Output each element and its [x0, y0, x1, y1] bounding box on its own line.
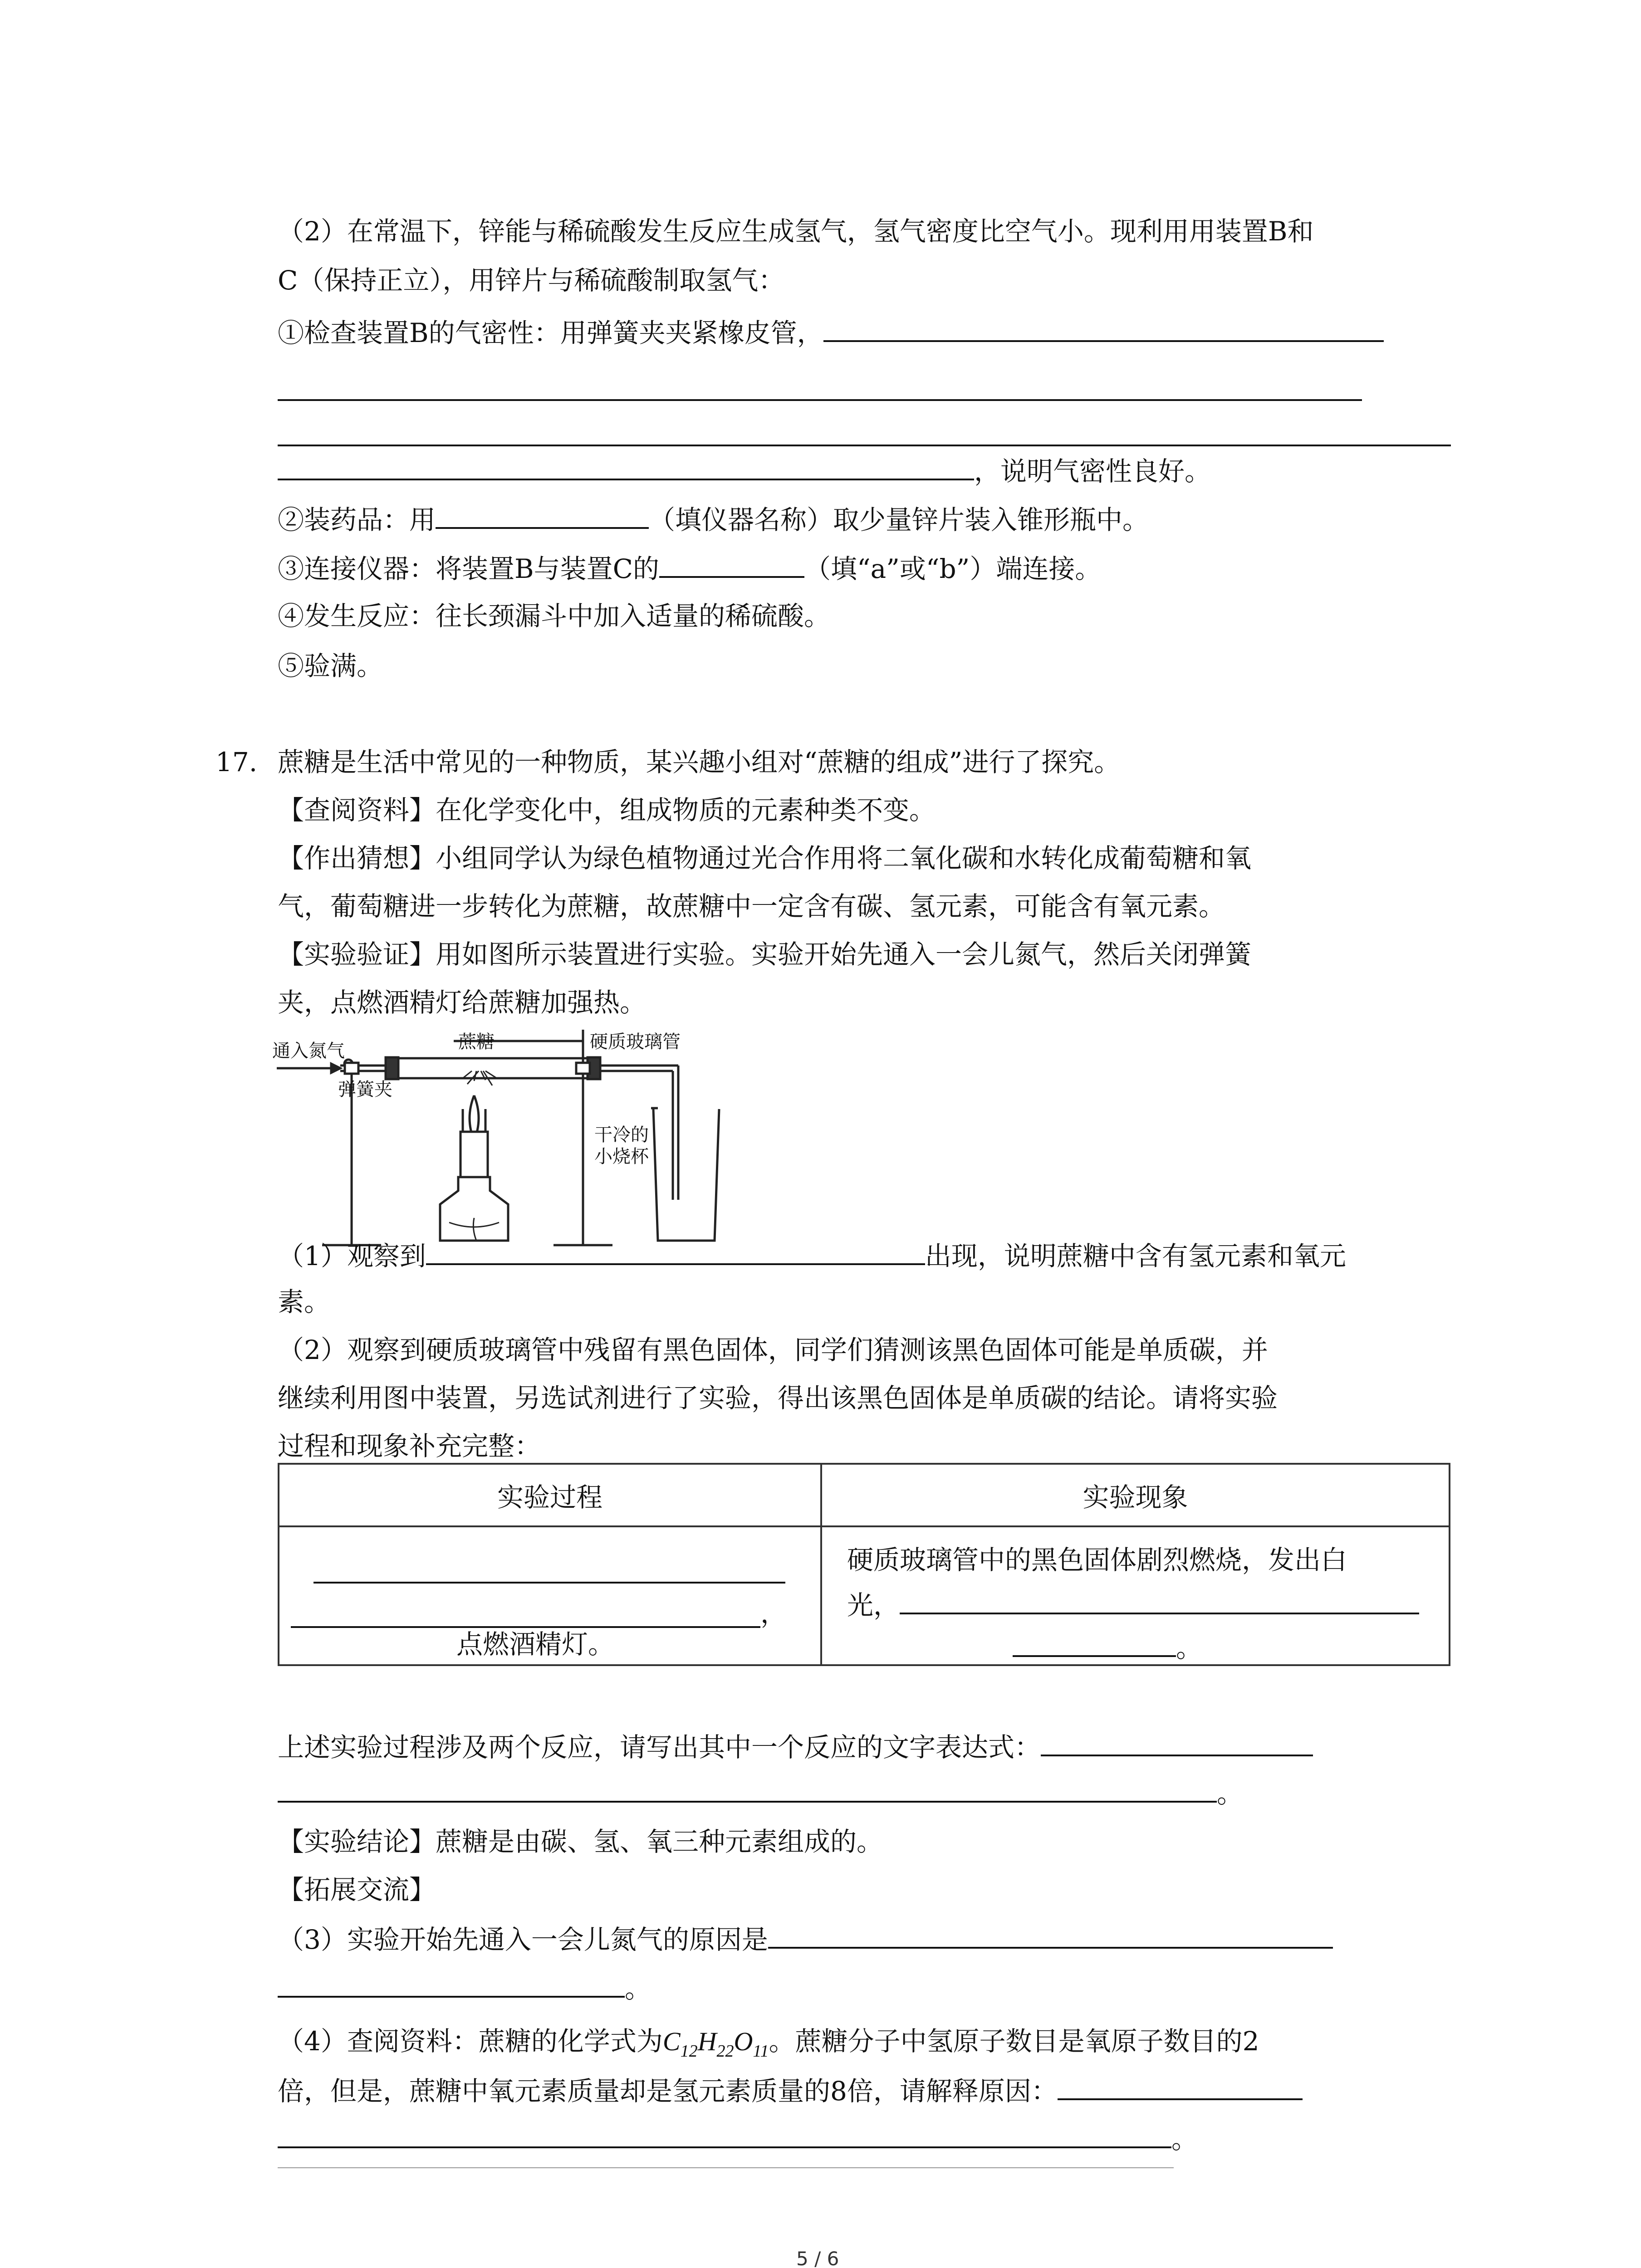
table-cell-process: [279, 1526, 821, 1665]
formula-c: C: [662, 2027, 681, 2056]
q17-p4-cont: [278, 2119, 1198, 2157]
q17-p1: [278, 1236, 1346, 1274]
q17-p4-blank-1[interactable]: [1058, 2071, 1303, 2100]
phenomenon-end: 。: [1176, 1633, 1203, 1663]
q16-step1-end: [278, 451, 1211, 489]
label-spring-clamp: 弹簧夹: [338, 1079, 392, 1100]
q16-step3-post: （填“a”或“b”）端连接。: [804, 553, 1102, 584]
q17-equation-cont: [278, 1774, 1243, 1812]
q17-p1-cont: 素。: [278, 1286, 331, 1317]
q17-p3: [278, 1920, 1333, 1958]
q17-equation-end: 。: [1217, 1778, 1244, 1809]
q17-p2-line1: （2）观察到硬质玻璃管中残留有黑色固体，同学们猜测该黑色固体可能是单质碳，并: [278, 1334, 1268, 1365]
q16-step3-blank[interactable]: [659, 549, 804, 578]
q16-step1-answer-line-4[interactable]: [278, 451, 974, 480]
q17-p1-blank[interactable]: [426, 1236, 925, 1265]
page-number: 5 / 6: [796, 2248, 839, 2268]
q17-p3-end: 。: [625, 1973, 652, 2004]
lamp-neck: [460, 1132, 488, 1177]
phenomenon-line2: [847, 1585, 1419, 1623]
q16-step1-answer-blank[interactable]: [823, 313, 1384, 342]
q16-step2-post: （填仪器名称）取少量锌片装入锥形瓶中。: [649, 504, 1149, 535]
q16-intro-line1: （2）在常温下，锌能与稀硫酸发生反应生成氢气，氢气密度比空气小。现利用用装置B和: [278, 216, 1314, 247]
label-hard-glass-tube: 硬质玻璃管: [590, 1031, 681, 1052]
formula-h: H: [697, 2027, 717, 2056]
q17-p2-line2: 继续利用图中装置，另选试剂进行了实验，得出该黑色固体是单质碳的结论。请将实验: [278, 1383, 1278, 1413]
q16-step1-answer-line-2[interactable]: [278, 399, 1362, 401]
q17-p3-text: （3）实验开始先通入一会儿氮气的原因是: [278, 1924, 768, 1955]
process-comma: ，: [760, 1598, 787, 1629]
q17-p3-blank-1[interactable]: [768, 1920, 1333, 1949]
table-header-process: 实验过程: [279, 1464, 821, 1526]
phenomenon-line1: 硬质玻璃管中的黑色固体剧烈燃烧，发出白: [847, 1545, 1347, 1575]
q17-p4-text-a: （4）查阅资料：蔗糖的化学式为: [278, 2026, 663, 2057]
formula-o-sub: 11: [753, 2042, 769, 2061]
q17-p3-blank-2[interactable]: [278, 1969, 625, 1998]
q16-step3: [278, 549, 1101, 587]
experiment-table: [278, 1463, 1450, 1666]
q17-p4-line2-text: 倍，但是，蔗糖中氧元素质量却是氢元素质量的8倍，请解释原因：: [278, 2076, 1058, 2107]
q17-equation-blank-2[interactable]: [278, 1774, 1217, 1803]
q16-step5: ⑤验满。: [278, 650, 383, 681]
formula-o: O: [734, 2027, 753, 2056]
q17-number: 17.: [216, 747, 258, 777]
formula-c-sub: 12: [680, 2042, 698, 2061]
process-end: 点燃酒精灯。: [456, 1629, 615, 1660]
q17-equation-blank-1[interactable]: [1041, 1727, 1313, 1756]
q17-p1-pre: （1）观察到: [278, 1241, 426, 1271]
q17-research: 【查阅资料】在化学变化中，组成物质的元素种类不变。: [278, 795, 936, 826]
formula-h-sub: 22: [716, 2042, 734, 2061]
stopper-left: [386, 1057, 398, 1079]
process-blank-line-1[interactable]: [314, 1582, 785, 1584]
q17-extension: 【拓展交流】: [278, 1874, 436, 1905]
q16-step1-text: ①检查装置B的气密性：用弹簧夹夹紧橡皮管，: [278, 318, 823, 348]
q17-verify-line1: 【实验验证】用如图所示装置进行实验。实验开始先通入一会儿氮气，然后关闭弹簧: [278, 939, 1252, 970]
q17-p2-line3: 过程和现象补充完整：: [278, 1431, 541, 1461]
q17-verify-line2: 夹，点燃酒精灯给蔗糖加强热。: [278, 987, 647, 1018]
q16-step2-blank[interactable]: [436, 500, 649, 529]
table-header-row: [279, 1464, 1450, 1526]
q17-hypothesis-line2: 气，葡萄糖进一步转化为蔗糖，故蔗糖中一定含有碳、氢元素，可能含有氧元素。: [278, 891, 1225, 922]
label-sucrose: 蔗糖: [458, 1031, 495, 1052]
label-beaker-line1: 干冷的: [594, 1124, 649, 1145]
q17-p4-blank-2[interactable]: [278, 2119, 1171, 2148]
bottom-rule: [278, 2167, 1174, 2168]
q17-p1-post: 出现，说明蔗糖中含有氢元素和氧元: [925, 1241, 1346, 1271]
table-header-phenomenon: 实验现象: [821, 1464, 1450, 1526]
phenomenon-line3: [1013, 1628, 1202, 1666]
q16-step1-end-text: ，说明气密性良好。: [974, 456, 1211, 487]
q17-p4-line2: [278, 2071, 1303, 2109]
phenomenon-line2-text: 光，: [847, 1590, 900, 1621]
q17-p4-line1: [278, 2023, 1259, 2069]
q16-step3-pre: ③连接仪器：将装置B与装置C的: [278, 553, 660, 584]
q16-step1-answer-line-3[interactable]: [278, 445, 1451, 446]
q17-p4-text-b: 。蔗糖分子中氢原子数目是氧原子数目的2: [769, 2026, 1259, 2057]
q17-stem: 蔗糖是生活中常见的一种物质，某兴趣小组对“蔗糖的组成”进行了探究。: [278, 747, 1121, 777]
q17-p3-cont: [278, 1969, 651, 2007]
apparatus-figure: [272, 1027, 771, 1263]
table-cell-phenomenon: [821, 1526, 1450, 1665]
q17-p4-end: 。: [1171, 2124, 1198, 2155]
table-row: [279, 1526, 1450, 1665]
label-nitrogen-inlet: 通入氮气: [272, 1041, 345, 1061]
inlet-arrow-head: [331, 1064, 340, 1073]
q16-step1: [278, 313, 1384, 351]
q17-equation: [278, 1727, 1313, 1765]
q17-conclusion: 【实验结论】蔗糖是由碳、氢、氧三种元素组成的。: [278, 1826, 883, 1857]
q16-step2-pre: ②装药品：用: [278, 504, 436, 535]
q17-equation-text: 上述实验过程涉及两个反应，请写出其中一个反应的文字表达式：: [278, 1732, 1041, 1763]
phenomenon-blank-1[interactable]: [900, 1585, 1419, 1614]
q16-intro-line2: C（保持正立），用锌片与稀硫酸制取氢气：: [278, 265, 785, 296]
label-beaker-line2: 小烧杯: [594, 1146, 649, 1167]
q17-hypothesis-line1: 【作出猜想】小组同学认为绿色植物通过光合作用将二氧化碳和水转化成葡萄糖和氧: [278, 843, 1252, 874]
beaker: [653, 1109, 719, 1241]
q16-step4: ④发生反应：往长颈漏斗中加入适量的稀硫酸。: [278, 601, 831, 631]
phenomenon-blank-2[interactable]: [1013, 1628, 1176, 1657]
q16-step2: [278, 500, 1149, 538]
